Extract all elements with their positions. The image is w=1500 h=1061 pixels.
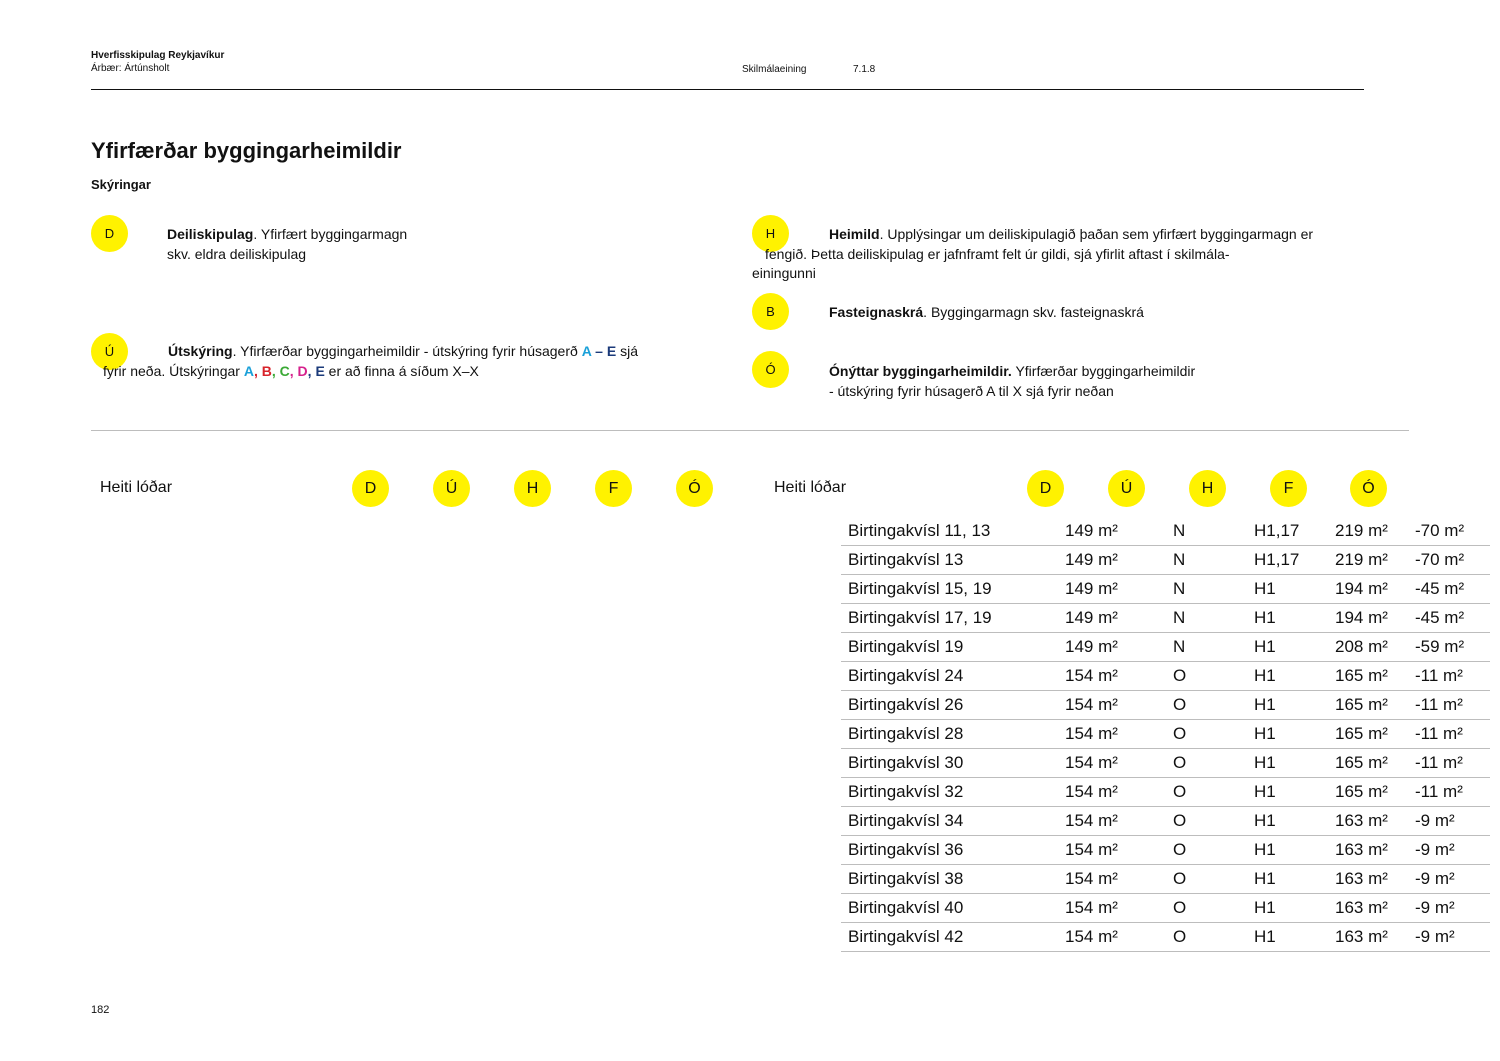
cell-o: -9 m² — [1415, 840, 1455, 859]
column-badge-f-right: F — [1270, 470, 1307, 507]
key-e-2: E — [315, 363, 325, 379]
cell-h: H1 — [1254, 637, 1276, 656]
key-b: B — [261, 363, 272, 379]
cell-u: N — [1173, 637, 1186, 656]
cell-o: -11 m² — [1415, 782, 1463, 801]
cell-u: O — [1173, 898, 1187, 917]
comma-2: , — [271, 363, 280, 379]
cell-f: 163 m² — [1335, 898, 1388, 917]
column-badge-h-right: H — [1189, 470, 1226, 507]
cell-d: 154 m² — [1065, 695, 1118, 714]
cell-d: 154 m² — [1065, 898, 1118, 917]
table-row — [841, 546, 1490, 575]
cell-name: Birtingakvísl 19 — [848, 637, 964, 656]
table-row — [841, 807, 1490, 836]
legend-term-o: Ónýttar byggingarheimildir. — [829, 363, 1012, 379]
table-row — [841, 691, 1490, 720]
comma-4: , — [307, 363, 316, 379]
legend-desc-o: Yfirfærðar byggingarheimildir — [1011, 363, 1196, 379]
legend-term-d: Deiliskipulag — [167, 226, 254, 242]
cell-o: -45 m² — [1415, 608, 1465, 627]
cell-u: O — [1173, 724, 1187, 743]
cell-f: 165 m² — [1335, 782, 1388, 801]
legend-badge-o: Ó — [752, 351, 789, 388]
section-number: 7.1.8 — [853, 64, 876, 75]
column-badge-d-left: D — [352, 470, 389, 507]
document-subtitle: Árbær: Ártúnsholt — [91, 63, 170, 74]
cell-h: H1 — [1254, 782, 1276, 801]
column-header-name-left: Heiti lóðar — [100, 479, 173, 496]
cell-name: Birtingakvísl 26 — [848, 695, 964, 714]
legend-desc-u-end: sjá — [616, 343, 638, 359]
cell-name: Birtingakvísl 42 — [848, 927, 964, 946]
key-e: E — [606, 343, 617, 359]
cell-h: H1 — [1254, 753, 1276, 772]
comma-1: , — [253, 363, 262, 379]
cell-d: 154 m² — [1065, 724, 1118, 743]
legend-text-h — [829, 224, 1313, 244]
column-header-name-right: Heiti lóðar — [774, 479, 847, 496]
cell-h: H1,17 — [1254, 521, 1300, 540]
cell-name: Birtingakvísl 13 — [848, 550, 964, 569]
page-title: Yfirfærðar byggingarheimildir — [91, 138, 402, 163]
cell-f: 219 m² — [1335, 550, 1388, 569]
table-row — [841, 662, 1490, 691]
column-badge-h-left: H — [514, 470, 551, 507]
cell-h: H1 — [1254, 869, 1276, 888]
cell-h: H1 — [1254, 840, 1276, 859]
cell-o: -45 m² — [1415, 579, 1465, 598]
column-badge-u-right: Ú — [1108, 470, 1145, 507]
cell-h: H1 — [1254, 579, 1276, 598]
section-divider — [91, 430, 1409, 431]
cell-f: 194 m² — [1335, 579, 1388, 598]
table-row — [841, 894, 1490, 923]
column-badge-o-left: Ó — [676, 470, 713, 507]
header-divider — [91, 89, 1364, 90]
cell-d: 154 m² — [1065, 782, 1118, 801]
cell-name: Birtingakvísl 32 — [848, 782, 964, 801]
cell-name: Birtingakvísl 36 — [848, 840, 964, 859]
legend-desc-u: . Yfirfærðar byggingarheimildir - útskýring fyrir húsagerð — [232, 343, 582, 359]
table-row — [841, 865, 1490, 894]
cell-f: 165 m² — [1335, 666, 1388, 685]
cell-d: 149 m² — [1065, 579, 1118, 598]
cell-u: O — [1173, 782, 1187, 801]
cell-u: O — [1173, 666, 1187, 685]
cell-f: 163 m² — [1335, 927, 1388, 946]
cell-d: 154 m² — [1065, 927, 1118, 946]
cell-u: N — [1173, 521, 1186, 540]
cell-d: 149 m² — [1065, 550, 1118, 569]
cell-o: -11 m² — [1415, 695, 1463, 714]
cell-d: 154 m² — [1065, 869, 1118, 888]
table-row — [841, 836, 1490, 865]
cell-f: 163 m² — [1335, 840, 1388, 859]
cell-d: 149 m² — [1065, 637, 1118, 656]
document-title: Hverfisskipulag Reykjavíkur — [91, 50, 225, 61]
cell-o: -70 m² — [1415, 550, 1465, 569]
cell-o: -59 m² — [1415, 637, 1465, 656]
comma-3: , — [289, 363, 298, 379]
cell-name: Birtingakvísl 40 — [848, 898, 964, 917]
cell-name: Birtingakvísl 38 — [848, 869, 964, 888]
key-dash: – — [591, 343, 607, 359]
cell-d: 149 m² — [1065, 521, 1118, 540]
cell-f: 208 m² — [1335, 637, 1388, 656]
legend-text-o — [829, 361, 1195, 401]
table-row — [841, 720, 1490, 749]
legend-term-h: Heimild — [829, 226, 880, 242]
legend-badge-h: H — [752, 215, 789, 252]
key-c: C — [279, 363, 290, 379]
cell-d: 149 m² — [1065, 608, 1118, 627]
cell-u: O — [1173, 811, 1187, 830]
cell-o: -70 m² — [1415, 521, 1465, 540]
table-row — [841, 604, 1490, 633]
table-row — [841, 633, 1490, 662]
legend-title: Skýringar — [91, 177, 151, 192]
cell-u: O — [1173, 869, 1187, 888]
cell-d: 154 m² — [1065, 666, 1118, 685]
cell-u: O — [1173, 840, 1187, 859]
legend-desc-d: . Yfirfært byggingarmagn — [253, 226, 408, 242]
cell-o: -11 m² — [1415, 724, 1463, 743]
column-badge-d-right: D — [1027, 470, 1064, 507]
page-number: 182 — [91, 1004, 110, 1016]
cell-u: O — [1173, 695, 1187, 714]
legend-desc-b: . Byggingarmagn skv. fasteignaskrá — [923, 304, 1144, 320]
legend-desc-h-2: fengið. Þetta deiliskipulag er jafnframt felt úr gildi, sjá yfirlit aftast í skilmála- — [765, 246, 1230, 262]
cell-f: 163 m² — [1335, 811, 1388, 830]
legend-desc-d-2: skv. eldra deiliskipulag — [167, 246, 307, 262]
cell-u: N — [1173, 550, 1186, 569]
cell-u: N — [1173, 579, 1186, 598]
legend-desc-o-2: - útskýring fyrir húsagerð A til X sjá fyrir neðan — [829, 383, 1114, 399]
legend-text-d — [167, 224, 407, 264]
cell-name: Birtingakvísl 30 — [848, 753, 964, 772]
cell-d: 154 m² — [1065, 811, 1118, 830]
cell-name: Birtingakvísl 28 — [848, 724, 964, 743]
cell-name: Birtingakvísl 24 — [848, 666, 964, 685]
cell-h: H1 — [1254, 695, 1276, 714]
section-label: Skilmálaeining — [742, 64, 807, 75]
cell-f: 219 m² — [1335, 521, 1388, 540]
cell-o: -11 m² — [1415, 753, 1463, 772]
legend-badge-b: B — [752, 293, 789, 330]
legend-text-u — [168, 341, 638, 361]
table-row — [841, 575, 1490, 604]
cell-f: 194 m² — [1335, 608, 1388, 627]
cell-o: -9 m² — [1415, 927, 1455, 946]
table-row — [841, 517, 1490, 546]
cell-name: Birtingakvísl 34 — [848, 811, 964, 830]
cell-h: H1 — [1254, 927, 1276, 946]
table-row — [841, 778, 1490, 807]
cell-h: H1,17 — [1254, 550, 1300, 569]
legend-desc-h: . Upplýsingar um deiliskipulagið þaðan sem yfirfært byggingarmagn er — [879, 226, 1314, 242]
table-row — [841, 749, 1490, 778]
cell-u: O — [1173, 927, 1187, 946]
legend-desc-u-line2-end: er að finna á síðum X–X — [324, 363, 479, 379]
cell-name: Birtingakvísl 15, 19 — [848, 579, 992, 598]
cell-d: 154 m² — [1065, 753, 1118, 772]
cell-h: H1 — [1254, 898, 1276, 917]
key-d: D — [297, 363, 308, 379]
cell-f: 165 m² — [1335, 724, 1388, 743]
key-a: A — [581, 343, 592, 359]
table-row — [841, 923, 1490, 952]
legend-term-b: Fasteignaskrá — [829, 304, 924, 320]
cell-name: Birtingakvísl 17, 19 — [848, 608, 992, 627]
cell-f: 165 m² — [1335, 753, 1388, 772]
cell-h: H1 — [1254, 724, 1276, 743]
cell-o: -11 m² — [1415, 666, 1463, 685]
legend-text-u-2 — [103, 361, 479, 381]
cell-o: -9 m² — [1415, 898, 1455, 917]
cell-h: H1 — [1254, 811, 1276, 830]
key-a-2: A — [243, 363, 254, 379]
cell-d: 154 m² — [1065, 840, 1118, 859]
column-badge-u-left: Ú — [433, 470, 470, 507]
legend-text-b — [829, 302, 1144, 322]
legend-desc-u-line2: fyrir neða. Útskýringar — [103, 363, 244, 379]
column-badge-f-left: F — [595, 470, 632, 507]
cell-u: O — [1173, 753, 1187, 772]
cell-f: 163 m² — [1335, 869, 1388, 888]
column-badge-o-right: Ó — [1350, 470, 1387, 507]
legend-term-u: Útskýring — [168, 343, 233, 359]
cell-o: -9 m² — [1415, 869, 1455, 888]
cell-name: Birtingakvísl 11, 13 — [848, 521, 991, 540]
cell-h: H1 — [1254, 608, 1276, 627]
legend-desc-h-3: einingunni — [752, 265, 816, 281]
legend-badge-d: D — [91, 215, 128, 252]
cell-h: H1 — [1254, 666, 1276, 685]
cell-o: -9 m² — [1415, 811, 1455, 830]
cell-u: N — [1173, 608, 1186, 627]
cell-f: 165 m² — [1335, 695, 1388, 714]
legend-badge-u: Ú — [91, 333, 128, 370]
